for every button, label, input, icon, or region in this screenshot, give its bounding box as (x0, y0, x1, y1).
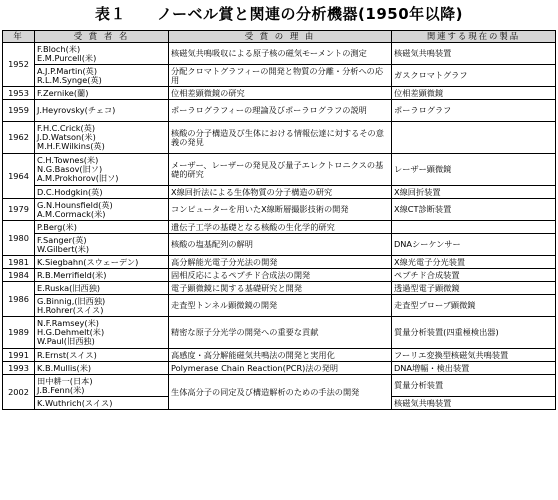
product-cell: X線回折装置 (392, 186, 556, 199)
product-cell: ガスクロマトグラフ (392, 65, 556, 87)
year-cell: 2002 (3, 375, 35, 410)
winner-name: A.M.Cormack(米) (37, 208, 106, 219)
reason-cell: 電子顕微鏡に関する基礎研究と開発 (169, 282, 392, 295)
winner-name: D.C.Hodgkin(英) (37, 186, 103, 197)
winners-cell (35, 43, 169, 65)
table-row (3, 221, 556, 234)
winners-cell (35, 199, 169, 221)
winner-name: R.Ernst(スイス) (37, 349, 97, 360)
winner-name: H.G.Dehmelt(米) (37, 327, 105, 338)
winner-name: G.Binnig,(旧西独) (37, 295, 106, 306)
winner-name: F.H.C.Crick(英) (37, 123, 96, 134)
reason-cell: 精密な原子分光学の開発への重要な貢献 (169, 317, 392, 349)
winner-name: A.J.P.Martin(英) (37, 65, 98, 76)
reason-cell: 核磁気共鳴吸収による原子核の磁気モーメントの測定 (169, 43, 392, 65)
reason-cell: 高感度・高分解能磁気共鳴法の開発と実用化 (169, 349, 392, 362)
product-cell: ポーラログラフ (392, 100, 556, 122)
table-row (3, 186, 556, 199)
winners-cell (35, 221, 169, 234)
winner-name: J.Heyrovsky(チェコ) (37, 105, 116, 116)
year-cell: 1984 (3, 269, 35, 282)
year-cell: 1980 (3, 221, 35, 256)
year-cell: 1979 (3, 199, 35, 221)
product-cell: フーリエ変換型核磁気共鳴装置 (392, 349, 556, 362)
reason-cell: 遺伝子工学の基礎となる核酸の生化学的研究 (169, 221, 392, 234)
year-cell: 1981 (3, 256, 35, 269)
winner-name: K.Wuthrich(スイス) (37, 397, 113, 408)
year-cell: 1959 (3, 100, 35, 122)
reason-cell: 核酸の塩基配列の解明 (169, 234, 392, 256)
winner-name: J.D.Watson(米) (37, 132, 96, 143)
reason-cell: 固相反応によるペプチド合成法の開発 (169, 269, 392, 282)
winners-cell (35, 282, 169, 295)
product-cell: DNAシーケンサー (392, 234, 556, 256)
winner-name: K.B.Mullis(米) (37, 362, 92, 373)
reason-cell: メーザー、レーザーの発見及び量子エレクトロニクスの基礎的研究 (169, 154, 392, 186)
table-row (3, 375, 556, 397)
winner-name: E.Ruska(旧西独) (37, 282, 101, 293)
header-products: 関連する現在の製品 (392, 31, 556, 43)
winners-cell (35, 317, 169, 349)
winner-name: N.G.Basov(旧ソ) (37, 164, 103, 175)
table-title: 表１ ノーベル賞と関連の分析機器(1950年以降) (94, 5, 463, 23)
product-cell: 核磁気共鳴装置 (392, 43, 556, 65)
winner-name: N.F.Ramsey(米) (37, 318, 99, 329)
table-row (3, 362, 556, 375)
winners-cell (35, 269, 169, 282)
winner-name: M.H.F.Wilkins(英) (37, 140, 105, 151)
reason-cell: Polymerase Chain Reaction(PCR)法の発明 (169, 362, 392, 375)
year-cell: 1986 (3, 282, 35, 317)
header-row (3, 31, 556, 43)
table-row (3, 269, 556, 282)
winners-cell (35, 375, 169, 397)
product-cell: 走査型プローブ顕微鏡 (392, 295, 556, 317)
winners-cell (35, 362, 169, 375)
reason-cell: X線回折法による生体物質の分子構造の研究 (169, 186, 392, 199)
reason-cell: 分配クロマトグラフィーの開発と物質の分離・分析への応用 (169, 65, 392, 87)
reason-cell: 位相差顕微鏡の研究 (169, 87, 392, 100)
table-row (3, 282, 556, 295)
table-row (3, 154, 556, 186)
product-cell: ペプチド合成装置 (392, 269, 556, 282)
table-row (3, 256, 556, 269)
year-cell: 1991 (3, 349, 35, 362)
year-cell: 1964 (3, 154, 35, 199)
table-row (3, 122, 556, 154)
year-cell: 1989 (3, 317, 35, 349)
winners-cell (35, 256, 169, 269)
product-cell (392, 122, 556, 154)
winner-name: J.B.Fenn(米) (37, 384, 85, 395)
year-cell: 1993 (3, 362, 35, 375)
winners-cell (35, 122, 169, 154)
winner-name: P.Berg(米) (37, 221, 77, 232)
year-cell: 1953 (3, 87, 35, 100)
reason-cell: ポーラログラフィーの理論及びポーラログラフの説明 (169, 100, 392, 122)
winner-name: G.N.Hounsfield(英) (37, 199, 113, 210)
table-row (3, 199, 556, 221)
header-year: 年 (3, 31, 35, 43)
header-winners: 受 賞 者 名 (35, 31, 169, 43)
reason-cell: 高分解能光電子分光法の開発 (169, 256, 392, 269)
reason-cell: 核酸の分子構造及び生体における情報伝達に対するその意義の発見 (169, 122, 392, 154)
winners-cell (35, 234, 169, 256)
winners-cell (35, 295, 169, 317)
product-cell: 質量分析装置(四重極検出器) (392, 317, 556, 349)
winner-name: 田中耕一(日本) (37, 375, 93, 386)
reason-cell: コンピューターを用いたX線断層撮影技術の開発 (169, 199, 392, 221)
winner-name: F.Sanger(英) (37, 234, 87, 245)
year-cell: 1962 (3, 122, 35, 154)
winners-cell (35, 87, 169, 100)
product-cell: 核磁気共鳴装置 (392, 397, 556, 410)
year-cell: 1952 (3, 43, 35, 87)
winners-cell (35, 65, 169, 87)
product-cell: X線光電子分光装置 (392, 256, 556, 269)
table-row (3, 349, 556, 362)
winner-name: R.L.M.Synge(英) (37, 74, 102, 85)
winner-name: A.M.Prokhorov(旧ソ) (37, 172, 119, 183)
product-cell: DNA増幅・検出装置 (392, 362, 556, 375)
winners-cell (35, 154, 169, 186)
table-row (3, 295, 556, 317)
winner-name: H.Rohrer(スイス) (37, 304, 104, 315)
winner-name: W.Gilbert(米) (37, 243, 90, 254)
winners-cell (35, 186, 169, 199)
winner-name: W.Paul(旧西独) (37, 335, 95, 346)
winner-name: R.B.Merrifield(米) (37, 269, 107, 280)
table-row (3, 100, 556, 122)
winner-name: C.H.Townes(米) (37, 155, 99, 166)
winners-cell (35, 397, 169, 410)
header-reason: 受 賞 の 理 由 (169, 31, 392, 43)
product-cell: X線CT診断装置 (392, 199, 556, 221)
winners-cell (35, 349, 169, 362)
nobel-instruments-table (2, 30, 556, 410)
product-cell (392, 221, 556, 234)
table-row (3, 317, 556, 349)
winner-name: K.Siegbahn(スウェーデン) (37, 256, 139, 267)
winners-cell (35, 100, 169, 122)
product-cell: 位相差顕微鏡 (392, 87, 556, 100)
reason-cell: 走査型トンネル顕微鏡の開発 (169, 295, 392, 317)
winner-name: E.M.Purcell(米) (37, 52, 97, 63)
product-cell: レーザー顕微鏡 (392, 154, 556, 186)
reason-cell: 生体高分子の同定及び構造解析のための手法の開発 (169, 375, 392, 410)
winner-name: F.Zernike(蘭) (37, 87, 89, 98)
table-row (3, 234, 556, 256)
product-cell: 透過型電子顕微鏡 (392, 282, 556, 295)
table-row (3, 65, 556, 87)
winner-name: F.Bloch(米) (37, 43, 81, 54)
product-cell: 質量分析装置 (392, 375, 556, 397)
table-row (3, 87, 556, 100)
table-row (3, 43, 556, 65)
